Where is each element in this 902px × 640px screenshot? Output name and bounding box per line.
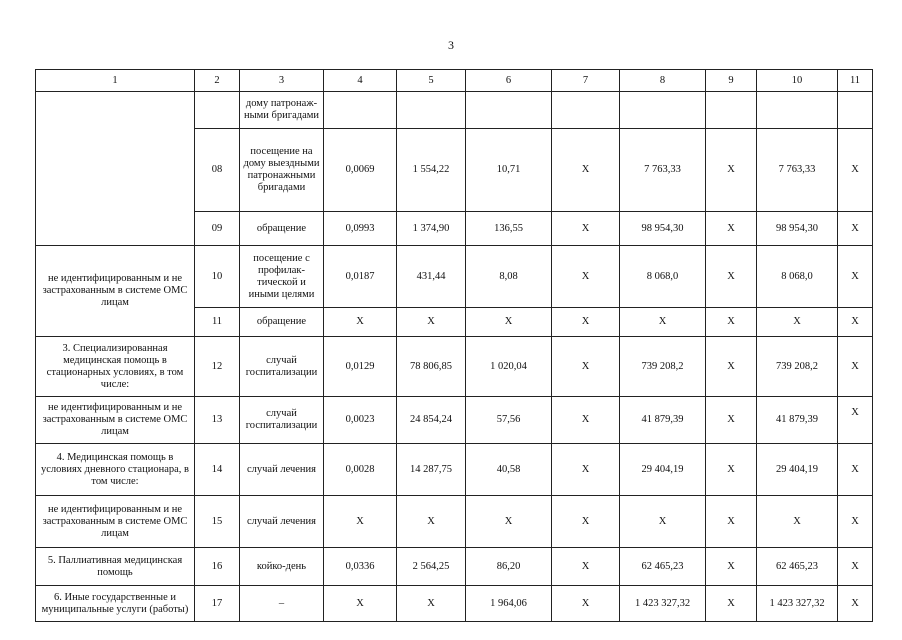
cell-col6: 57,56 bbox=[466, 397, 552, 444]
cell-col7: X bbox=[552, 212, 620, 246]
row-code bbox=[195, 92, 240, 129]
cell-col10: 41 879,39 bbox=[757, 397, 838, 444]
cell-col6: X bbox=[466, 308, 552, 337]
cell-col8: 8 068,0 bbox=[620, 246, 706, 308]
row-description bbox=[36, 92, 195, 246]
row-description: не идентифицированным и не застрахованным в системе ОМС лицам bbox=[36, 397, 195, 444]
cell-col11: X bbox=[838, 444, 873, 496]
table-row bbox=[36, 496, 873, 548]
header-cell: 5 bbox=[397, 70, 466, 92]
cell-col8: 41 879,39 bbox=[620, 397, 706, 444]
header-cell: 11 bbox=[838, 70, 873, 92]
cell-col5: X bbox=[397, 496, 466, 548]
header-cell: 7 bbox=[552, 70, 620, 92]
row-code: 10 bbox=[195, 246, 240, 308]
row-service: случай лечения bbox=[240, 496, 324, 548]
row-code: 17 bbox=[195, 586, 240, 622]
header-cell: 10 bbox=[757, 70, 838, 92]
cell-col9: X bbox=[706, 308, 757, 337]
cell-col4 bbox=[324, 92, 397, 129]
row-service: – bbox=[240, 586, 324, 622]
cell-col5 bbox=[397, 92, 466, 129]
cell-col5: 14 287,75 bbox=[397, 444, 466, 496]
cell-col11: X bbox=[838, 212, 873, 246]
row-code: 14 bbox=[195, 444, 240, 496]
header-cell: 8 bbox=[620, 70, 706, 92]
cell-col10: 1 423 327,32 bbox=[757, 586, 838, 622]
cell-col4: 0,0023 bbox=[324, 397, 397, 444]
table-row bbox=[36, 337, 873, 397]
cell-col8: X bbox=[620, 496, 706, 548]
cell-col10: 62 465,23 bbox=[757, 548, 838, 586]
cell-col9: X bbox=[706, 496, 757, 548]
cell-col9: X bbox=[706, 129, 757, 212]
cell-col8: 1 423 327,32 bbox=[620, 586, 706, 622]
cell-col6: 136,55 bbox=[466, 212, 552, 246]
cell-col4: X bbox=[324, 586, 397, 622]
header-cell: 9 bbox=[706, 70, 757, 92]
row-code: 16 bbox=[195, 548, 240, 586]
row-description: не идентифицированным и не застрахованным в системе ОМС лицам bbox=[36, 496, 195, 548]
header-cell: 3 bbox=[240, 70, 324, 92]
cell-col11: X bbox=[838, 496, 873, 548]
row-service: случай госпитализации bbox=[240, 397, 324, 444]
header-cell: 6 bbox=[466, 70, 552, 92]
cell-col5: X bbox=[397, 308, 466, 337]
cell-col11: X bbox=[838, 308, 873, 337]
cell-col11: X bbox=[838, 246, 873, 308]
cell-col6: 8,08 bbox=[466, 246, 552, 308]
cell-col5: 78 806,85 bbox=[397, 337, 466, 397]
row-description: 4. Медицинская помощь в условиях дневного стационара, в том числе: bbox=[36, 444, 195, 496]
row-service: дому патронаж-ными бригадами bbox=[240, 92, 324, 129]
cell-col8: 98 954,30 bbox=[620, 212, 706, 246]
cell-col10: 8 068,0 bbox=[757, 246, 838, 308]
cell-col11: X bbox=[838, 129, 873, 212]
cell-col6 bbox=[466, 92, 552, 129]
row-service: обращение bbox=[240, 212, 324, 246]
cell-col5: 431,44 bbox=[397, 246, 466, 308]
page-number: 3 bbox=[448, 38, 454, 52]
row-description: не идентифицированным и не застрахованным в системе ОМС лицам bbox=[36, 246, 195, 337]
cell-col8: 7 763,33 bbox=[620, 129, 706, 212]
cell-col8: X bbox=[620, 308, 706, 337]
header-row bbox=[36, 70, 873, 92]
row-code: 08 bbox=[195, 129, 240, 212]
row-code: 13 bbox=[195, 397, 240, 444]
row-service: случай лечения bbox=[240, 444, 324, 496]
cell-col4: 0,0129 bbox=[324, 337, 397, 397]
cell-col5: 1 554,22 bbox=[397, 129, 466, 212]
header-cell: 4 bbox=[324, 70, 397, 92]
cell-col7: X bbox=[552, 586, 620, 622]
cell-col9 bbox=[706, 92, 757, 129]
cell-col11: X bbox=[838, 548, 873, 586]
cell-col9: X bbox=[706, 337, 757, 397]
cell-col9: X bbox=[706, 586, 757, 622]
cell-col11 bbox=[838, 92, 873, 129]
table-row bbox=[36, 246, 873, 308]
row-service: случай госпитализации bbox=[240, 337, 324, 397]
cell-col10: 7 763,33 bbox=[757, 129, 838, 212]
cell-col7 bbox=[552, 92, 620, 129]
cell-col6: 1 020,04 bbox=[466, 337, 552, 397]
cell-col4: X bbox=[324, 496, 397, 548]
cell-col7: X bbox=[552, 308, 620, 337]
cell-col10: 739 208,2 bbox=[757, 337, 838, 397]
cell-col10: 29 404,19 bbox=[757, 444, 838, 496]
cell-col11: X bbox=[838, 586, 873, 622]
cell-col11: X bbox=[838, 337, 873, 397]
cell-col7: X bbox=[552, 397, 620, 444]
row-code: 12 bbox=[195, 337, 240, 397]
cell-col7: X bbox=[552, 129, 620, 212]
row-code: 11 bbox=[195, 308, 240, 337]
cell-col8: 62 465,23 bbox=[620, 548, 706, 586]
table-row bbox=[36, 397, 873, 444]
header-cell: 2 bbox=[195, 70, 240, 92]
cell-col8: 739 208,2 bbox=[620, 337, 706, 397]
cell-col5: 24 854,24 bbox=[397, 397, 466, 444]
cell-col5: X bbox=[397, 586, 466, 622]
cell-col8: 29 404,19 bbox=[620, 444, 706, 496]
cell-col4: 0,0993 bbox=[324, 212, 397, 246]
data-table bbox=[35, 69, 873, 622]
cell-col4: 0,0187 bbox=[324, 246, 397, 308]
table-row bbox=[36, 548, 873, 586]
cell-col4: X bbox=[324, 308, 397, 337]
cell-col6: 1 964,06 bbox=[466, 586, 552, 622]
cell-col9: X bbox=[706, 444, 757, 496]
cell-col5: 2 564,25 bbox=[397, 548, 466, 586]
cell-col4: 0,0028 bbox=[324, 444, 397, 496]
cell-col7: X bbox=[552, 337, 620, 397]
cell-col7: X bbox=[552, 548, 620, 586]
cell-col8 bbox=[620, 92, 706, 129]
cell-col6: X bbox=[466, 496, 552, 548]
table-row bbox=[36, 586, 873, 622]
row-description: 3. Специализированная медицинская помощь в стационарных условиях, в том числе: bbox=[36, 337, 195, 397]
row-code: 09 bbox=[195, 212, 240, 246]
row-service: посещение с профилак-тической и иными целями bbox=[240, 246, 324, 308]
row-service: койко-день bbox=[240, 548, 324, 586]
row-code: 15 bbox=[195, 496, 240, 548]
row-service: посещение на дому выездными патронажными бригадами bbox=[240, 129, 324, 212]
cell-col11: X bbox=[838, 397, 873, 444]
cell-col4: 0,0336 bbox=[324, 548, 397, 586]
header-cell: 1 bbox=[36, 70, 195, 92]
cell-col6: 40,58 bbox=[466, 444, 552, 496]
cell-col7: X bbox=[552, 444, 620, 496]
cell-col7: X bbox=[552, 246, 620, 308]
cell-col6: 86,20 bbox=[466, 548, 552, 586]
cell-col7: X bbox=[552, 496, 620, 548]
cell-col5: 1 374,90 bbox=[397, 212, 466, 246]
cell-col9: X bbox=[706, 397, 757, 444]
cell-col4: 0,0069 bbox=[324, 129, 397, 212]
row-description: 5. Паллиативная медицинская помощь bbox=[36, 548, 195, 586]
row-service: обращение bbox=[240, 308, 324, 337]
cell-col10: X bbox=[757, 496, 838, 548]
cell-col9: X bbox=[706, 212, 757, 246]
cell-col10: 98 954,30 bbox=[757, 212, 838, 246]
cell-col10 bbox=[757, 92, 838, 129]
cell-col9: X bbox=[706, 548, 757, 586]
cell-col9: X bbox=[706, 246, 757, 308]
cell-col6: 10,71 bbox=[466, 129, 552, 212]
table-row bbox=[36, 92, 873, 129]
cell-col10: X bbox=[757, 308, 838, 337]
row-description: 6. Иные государственные и муниципальные услуги (работы) bbox=[36, 586, 195, 622]
table-row bbox=[36, 444, 873, 496]
